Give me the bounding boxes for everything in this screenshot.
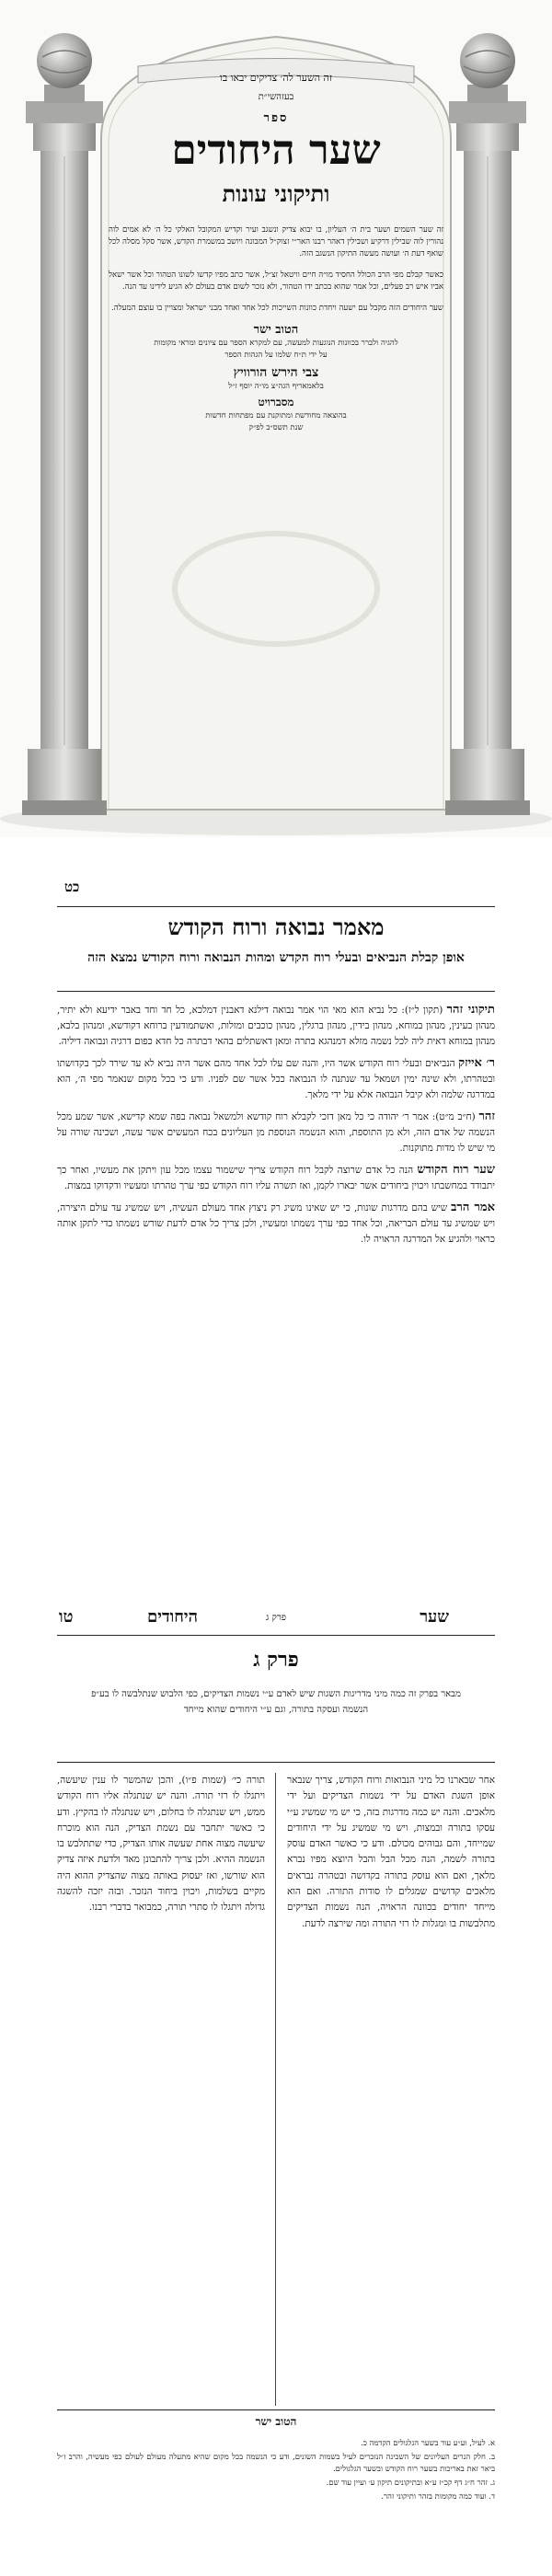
- footnote: ב. חלק הנרים העליונים של השכינה הנזכרים לעיל בשמות השונים, ודע כי הנשמה בכל מקום שהיא מתעלה מעולם לעולם כפי מעשיה, והרב ז״ל ביאר זאת באריכות בשער רוח הקודש ובשער הגלגולים.: [57, 2452, 495, 2473]
- editor-name: צבי הירש הורוויץ: [233, 365, 319, 380]
- book-title: שער היחודים: [171, 127, 381, 174]
- chapter-title: פרק ג: [253, 1648, 299, 1672]
- subtitle-rule: [57, 991, 495, 992]
- running-head-chapter: פרק ג: [266, 1613, 286, 1623]
- title-bsd: בעזהשי״ת: [258, 92, 294, 102]
- title-para-1: זה שער השמים ושער בית ה׳ העליון, בו יבוא צדיק ונשגב ועיר וקדיש המקובל האלקי כל ה׳ לא אמים לוה נהורין לוה שבילין דרקיע ושבילין דאהר רבנו האר״י זצוק״ל המבונה ויושב במשמרת הקדש, אשר סקל מסלה לכל שואף דעת ה׳ ועושה מעשה התיקון הנשגב הזה.: [109, 225, 443, 259]
- paragraph-lead: אמר הרב: [451, 1201, 495, 1214]
- paragraph-text: (תקון ל״ז): כל נביא הוא מאי הוי אמר נבואה דילנא דאבנין דמלכא, כל חד וחד באבר ידיעא ולא יתיר, מנהון בעינין, מנהון במוחא, מנהון בידין, מנהון ברגלין, מנהון כוכבים ומזלות, ואשתמודעין ברוחא דקודשא, ומנהון בלבא, מנהון במוחא דאית ליה לכל נשמה מזלא דמנהגא בתרה ומאן דאשתלים בהאי דבתרה כל חדא כפום דרגיה ונבואה דיליה.: [57, 1005, 495, 1047]
- title-page-body: [109, 224, 443, 434]
- chapter-intro: מבאר בפרק זה כמה מיני מדריגות השגות שיש לאדם ע״י נשמות הצדיקים, כפי הלבוש שנתלבשה לו בע״פ הנשמה ועסקה בתורה, וגם ע״י היחודים שהוא מייחד: [91, 1689, 461, 1715]
- paragraph: [57, 1055, 495, 1103]
- paragraph: [57, 1162, 495, 1194]
- column-divider: [275, 1773, 276, 2406]
- commentary-name: הטוב ישר: [253, 323, 299, 337]
- footnotes-heading: הטוב ישר: [255, 2415, 297, 2428]
- footnote: ג. זהר ח״ג דף קכ״ז ע״א ובתיקונים תיקון ע׳ ועיין עוד שם.: [326, 2478, 495, 2487]
- page-number: כט: [64, 879, 80, 895]
- text-column-right: אחר שבארנו כל מיני הנבואות ורוח הקודש, צריך שנבאר אופן השגת האדם על ידי נשמות הצדיקים ועל ידי מלאכים. והנה יש כמה מדרגות בזה, כי יש מי שמשיג ע״י עסקו בתורה ובמצות, ויש מי שמשיג על ידי היחודים שמייחד, והם גבוהים מכולם. ודע כי כאשר האדם עוסק בתורה לשמה, הנה מכל הבל והבל היוצא מפיו נברא מלאך, ואם הוא עוסק בתורה בקדושה ובטהרה נבראים מלאכים קדושים שמגלים לו סודות התורה. ואם הוא מייחד יחודים בכוונה הראויה, הנה נשמות הצדיקים מתלבשות בו ומגלות לו רזי התורה ומה שירצה לדעת.: [287, 1775, 495, 1929]
- edition-note: בהוצאה מחודשת ומתוקנת עם מפתחות חדשות: [205, 411, 347, 420]
- footnote: א. לעיל, וע״ע עוד בשער הגלגולים הקדמה כ.: [361, 2438, 495, 2447]
- paragraph-lead: ר׳ אייזק: [458, 1056, 495, 1070]
- section-subtitle: אופן קבלת הנביאים ובעלי רוח הקדש ומהות הנבואה ורוח הקודש נמצא הזה: [87, 950, 465, 965]
- text-column-left: תורה כי׳ (שמות פ״ו), והכן שהמשר לו ענין שיעשה, ויתגלו לו רזי תורה. והנה יש שנתגלה אליו רוח הקודש ממש, ויש שנתגלה לו בחלום, ויש שנתגלה לו בהקיץ. ודע כי כאשר יתחבר עם נשמת הצדיק, הנה הוא מוכרח שיעשה מצוה אחת שעשה אותו הצדיק, כדי שתתלבש בו הנשמה ההיא. ולכן צריך להתבונן מאד ולדעת איזה צדיק הוא שורשו, ואז יעסוק באותה מצוה שהצדיק ההוא היה מקיים בשלמות, ויכוין ביחוד הנזכר. ובזה יזכה להשגה גדולה ויתגלו לו סתרי תורה, כמבואר בדברי רבנו.: [57, 1775, 265, 1914]
- paragraph-text: הנביאים ובעלי רוח הקודש אשר היו, והנה שם עלו לכל אחד מהם אשר היה נביא לא עד שירד לכך בקדושתו ובטהרתו, ולא שינה ימין ושמאל עד שנתנה לו הנבואה ככל אשר שם לפניו. ודע כי בכל מקום שנאמר מפי ה׳, הוא במדרגה שלמה ולא קיבל הנבואה אלא על ידי מלאך.: [57, 1058, 495, 1100]
- footnotes: [57, 2437, 495, 2504]
- paragraph-lead: תיקוני זהר: [446, 1003, 495, 1017]
- running-head-title: היחודים: [147, 1607, 198, 1627]
- title-para-2: כאשר קבלם מפי הרב הכולל החסיד מו״ה חיים וויטאל זצ״ל, אשר כתב מפיו קדשו לשונו הטהור וכל אשר ישאל אביו איש רב פעלים, וכל אמר שהוא בכתב ידו הטהור, ולא נזכר לשום אדם בעולם לא הגיע לידינו עד הנה.: [109, 270, 443, 292]
- commentary-desc: להגיה ולברר בכוונות הנוגעות למעשה, עם למקרא הספר עם ציונים ומראי מקומות: [154, 339, 398, 348]
- footnote: ד. ועוד כמה מקומות בזהר ותיקוני זהר.: [381, 2491, 495, 2501]
- section-title: מאמר נבואה ורוח הקודש: [167, 914, 385, 940]
- paragraph: [57, 1200, 495, 1248]
- page-three: [0, 1578, 552, 2576]
- paragraph-lead: שער רוח הקודש: [417, 1163, 495, 1177]
- place-name: מסברויט: [258, 396, 294, 408]
- book-subtitle: ותיקוני עונות: [222, 180, 330, 207]
- header-rule: [57, 1635, 495, 1636]
- header-rule: [57, 906, 495, 907]
- paragraph-text: הנה כל אדם שרוצה לקבל רוח הקודש צריך שישמור עצמו מכל עון ויתקן את מעשיו, ואחר כך יתבודד במחשבתו ויכוין ביחודים אשר יבארו לקמן, ואז תשרה עליו רוח הקודש כפי ערך טהרתו ומעשיו ודקדוקו במצות.: [57, 1165, 495, 1191]
- title-motto: זה השער לה׳ צדיקים יבאו בו: [220, 72, 332, 84]
- paragraph-text: (ח״ב מ״ט): אמר ר׳ יהודה כי כל מאן דזכי לקבלא רוח קודשא ולמשאל נבואה בפה שמא קדישא, אשר שמע מכל הנשמה של אדם הזה, ולא מן התוספת, והוא הנשמה הנוספת מן העליונים בכח המעשים אשר עשה, ושכינה שורה על מי שיש לו מדות מתוקנות.: [57, 1111, 495, 1154]
- editor-lineage: בלאמאריף הגה״צ מו״ה יוסף ז״ל: [228, 382, 324, 391]
- commentary-desc-2: על ידי ת״ח שלמו על הגהות הספר: [224, 351, 328, 360]
- title-page: [0, 0, 552, 837]
- paragraph-text: שיש בהם מדרגות שונות, כי יש שאינו משיג רק ניצוץ אחד מעולם העשיה, ויש שמשיג עד עולם היצירה, ויש שמשיג עד עולם הבריאה, וכל אחד כפי ערך נשמתו ומעשיו, ולכן צריך כל אדם לדעת שורש נשמתו כדי לתקן אותה כראוי ולהגיע אל המדרגה הראויה לו.: [57, 1202, 495, 1245]
- running-head-right: שער: [420, 1607, 449, 1627]
- paragraph: [57, 1002, 495, 1050]
- page-two: [0, 851, 552, 1569]
- title-sefer: ספר: [263, 111, 289, 125]
- paragraph: [57, 1109, 495, 1156]
- page-two-body: [57, 1002, 495, 1253]
- publication-year: שנת תשס״ב לפ״ק: [248, 423, 304, 432]
- page-number: טו: [59, 1607, 74, 1627]
- intro-rule: [57, 1762, 495, 1763]
- paragraph-lead: זהר: [478, 1110, 495, 1123]
- title-para-3: שער היחודים הזה מקבל עם ישעה ויחדת כוונות השייכות לכל אחד ואחד מבני ישראל ומצויין בו עוצם המעלה.: [110, 304, 443, 313]
- footnote-rule: [57, 2409, 495, 2410]
